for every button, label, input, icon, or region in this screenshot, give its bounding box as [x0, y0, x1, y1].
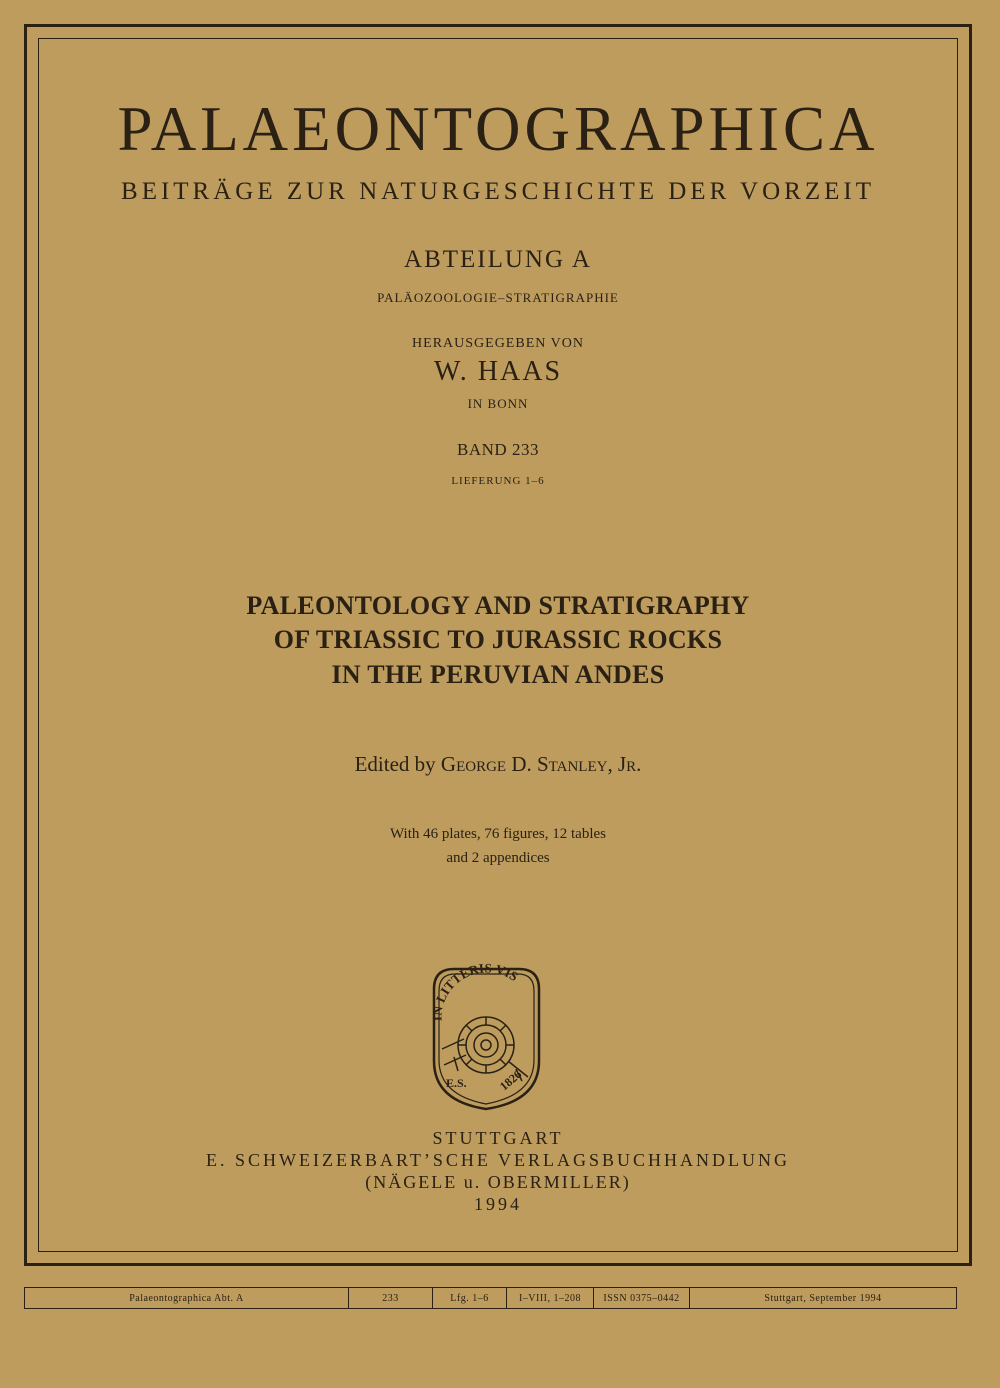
volume-number: BAND 233 — [457, 440, 539, 459]
division-title: ABTEILUNG A — [404, 246, 592, 273]
bibliographic-strip — [24, 1287, 957, 1309]
book-title-line-3: IN THE PERUVIAN ANDES — [331, 660, 665, 689]
seal-initials: E.S. — [446, 1076, 467, 1090]
contents-line-1: With 46 plates, 76 figures, 12 tables — [389, 826, 607, 842]
publication-year: 1994 — [474, 1194, 522, 1214]
division-subject: PALÄOZOOLOGIE–STRATIGRAPHIE — [377, 290, 619, 305]
strip-date: Stuttgart, September 1994 — [764, 1292, 882, 1304]
volume-editor-line — [38, 752, 958, 777]
book-title-line-2: OF TRIASSIC TO JURASSIC ROCKS — [273, 625, 723, 654]
publisher-city: STUTTGART — [432, 1128, 564, 1148]
editor-location: IN BONN — [467, 396, 529, 411]
strip-volume: 233 — [349, 1288, 433, 1308]
edited-prefix: Edited by — [354, 752, 436, 776]
series-editor: W. HAAS — [433, 356, 563, 387]
strip-issn: ISSN 0375–0442 — [594, 1288, 690, 1308]
volume-editor-name: George D. Stanley, Jr. — [440, 752, 642, 776]
parts-label: LIEFERUNG 1–6 — [451, 475, 545, 487]
strip-parts: Lfg. 1–6 — [433, 1288, 507, 1308]
strip-journal: Palaeontographica Abt. A — [25, 1288, 349, 1308]
publisher-owners: (NÄGELE u. OBERMILLER) — [365, 1172, 631, 1192]
book-title-line-1: PALEONTOLOGY AND STRATIGRAPHY — [246, 591, 750, 620]
seal-motto: IN LITTERIS VIS — [429, 961, 521, 1022]
edited-by-label: HERAUSGEGEBEN VON — [412, 336, 584, 351]
seal-year: 1826 — [496, 1067, 525, 1094]
contents-line-2: and 2 appendices — [446, 850, 550, 866]
publisher-name: E. SCHWEIZERBART’SCHE VERLAGSBUCHHANDLUNG — [205, 1150, 791, 1170]
strip-pages: I–VIII, 1–208 — [507, 1288, 594, 1308]
journal-title: PALAEONTOGRAPHICA — [117, 94, 879, 164]
publisher-seal-icon — [424, 961, 549, 1116]
journal-subtitle: BEITRÄGE ZUR NATURGESCHICHTE DER VORZEIT — [121, 178, 875, 205]
